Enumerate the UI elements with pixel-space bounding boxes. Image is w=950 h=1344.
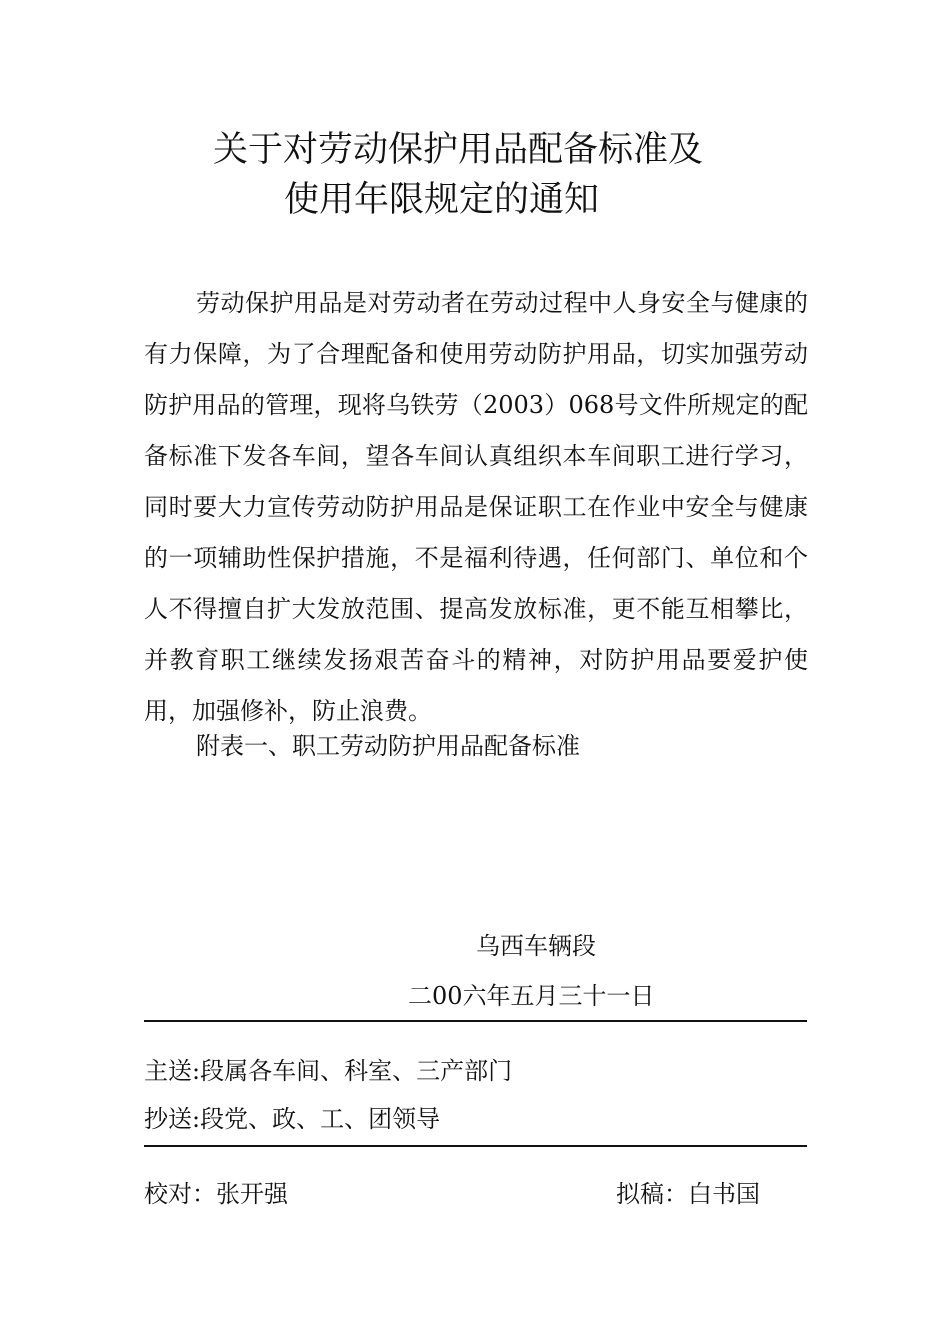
main-recipients: 主送:段属各车间、科室、三产部门 — [144, 1057, 513, 1085]
document-title-line-2: 使用年限规定的通知 — [284, 180, 600, 220]
divider-top — [144, 1020, 807, 1022]
body-paragraph: 劳动保护用品是对劳动者在劳动过程中人身安全与健康的有力保障，为了合理配备和使用劳动防护用品，切实加强劳动防护用品的管理，现将乌铁劳（2003）068号文件所规定的配备标准下发各车间，望各车间认真组织本车间职工进行学习，同时要大力宣传劳动防护用品是保证职工在作业中安全与健康的一项辅助性保护措施，不是福利待遇，任何部门、单位和个人不得擅自扩大发放范围、提高发放标准，更不能互相攀比，并教育职工继续发扬艰苦奋斗的精神，对防护用品要爱护使用，加强修补，防止浪费。 — [144, 289, 808, 725]
proofreader: 校对：张开强 — [144, 1180, 288, 1208]
attachment-line: 附表一、职工劳动防护用品配备标准 — [196, 732, 580, 760]
drafter: 拟稿：白书国 — [616, 1180, 760, 1208]
issuer-name: 乌西车辆段 — [476, 932, 596, 960]
copy-recipients: 抄送:段党、政、工、团领导 — [144, 1105, 441, 1133]
issue-date: 二00六年五月三十一日 — [408, 982, 655, 1010]
divider-bottom — [144, 1145, 807, 1147]
document-title-line-1: 关于对劳动保护用品配备标准及 — [213, 130, 704, 170]
